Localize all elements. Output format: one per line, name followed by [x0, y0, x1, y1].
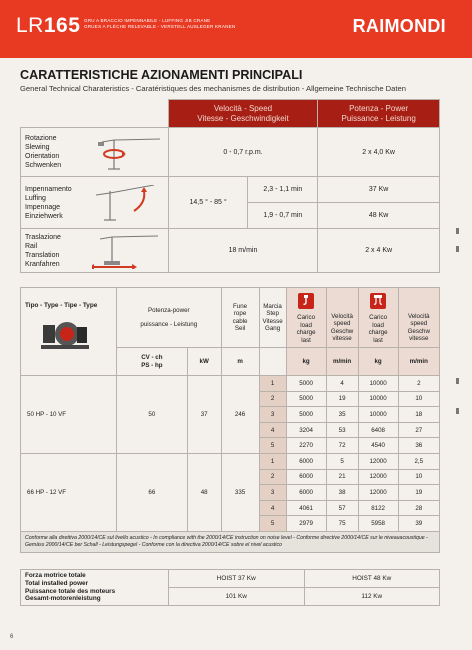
luffing-label: Impennamento Luffing Impennage Einziehwerk: [21, 177, 169, 229]
winch-icon: [41, 317, 89, 351]
load-cell: 2979: [286, 516, 326, 532]
load-cell: 3204: [286, 422, 326, 438]
drives-table: [20, 99, 440, 273]
step-cell: 3: [259, 407, 286, 423]
carico-header-1: Carico load charge last: [286, 288, 326, 348]
carico-header-2: Carico load charge last: [358, 288, 398, 348]
conformity-row: [21, 531, 440, 552]
slewing-power: 2 x 4,0 Kw: [318, 128, 440, 177]
speed-cell: 4: [326, 376, 358, 392]
luffing-power-2: 48 Kw: [318, 203, 440, 229]
speed-cell: 38: [326, 485, 358, 501]
load-cell: 6000: [286, 469, 326, 485]
load-cell: 4061: [286, 500, 326, 516]
step-cell: 5: [259, 438, 286, 454]
step-cell: 2: [259, 469, 286, 485]
cv-header: CV - ch PS - hp: [117, 348, 188, 376]
potenza-header: Potenza-power puissance - Leistung: [117, 288, 222, 348]
mmin-unit-2: m/min: [398, 348, 439, 376]
table-row: [21, 376, 440, 392]
rope-header: Fune rope cable Seil: [221, 288, 259, 348]
marcia-header: Marcia Step Vitesse Gang: [259, 288, 286, 348]
luffing-speed-2: 1,9 - 0,7 min: [248, 203, 318, 229]
cv-cell: 66: [117, 453, 188, 531]
load-cell: 10000: [358, 391, 398, 407]
load-cell: 5000: [286, 391, 326, 407]
luffing-angle: 14,5 ° - 85 °: [168, 177, 248, 229]
rope-cell: 335: [221, 453, 259, 531]
slewing-speed: 0 - 0,7 r.p.m.: [168, 128, 318, 177]
cv-cell: 50: [117, 376, 188, 454]
table-row: [21, 453, 440, 469]
total-power-table: [20, 569, 440, 606]
model-name: LR165: [16, 14, 81, 37]
step-cell: 3: [259, 485, 286, 501]
speed-cell: 10: [398, 469, 439, 485]
travel-crane-icon: [92, 233, 164, 269]
rope-unit: m: [221, 348, 259, 376]
speed-cell: 57: [326, 500, 358, 516]
header-blank: [21, 100, 169, 128]
total-power-label: Forza motrice totale Total installed power Puissance totale des moteurs Gesamt-motorenleistung: [21, 570, 169, 606]
step-cell: 1: [259, 453, 286, 469]
mmin-unit-1: m/min: [326, 348, 358, 376]
single-hook-icon: [298, 293, 314, 309]
load-cell: 8122: [358, 500, 398, 516]
subtitle-line: GRUES A FLÈCHE RELEVABLE - VERSTELL AUSLEGER KRANEN: [84, 24, 236, 29]
double-hook-icon: [370, 293, 386, 309]
hoist-37-total: 101 Kw: [169, 588, 305, 606]
speed-cell: 35: [326, 407, 358, 423]
section-subtitle: General Technical Charateristics - Caratéristiques des mechanismes de distribution - Allgemeine Technische Daten: [20, 84, 406, 93]
load-cell: 5000: [286, 407, 326, 423]
travel-speed: 18 m/min: [168, 229, 318, 273]
rope-cell: 246: [221, 376, 259, 454]
conformity-note: Conforme alla direttiva 2000/14/CE sul livello acustico - In compliance with the 2000/14/CE instruction on noise level - Conforme directive 2000/14/CE sur le niveauacoustique - Gemäss 2000/14/CE ber Schall - Leistungspegel - Conforme con la directiva 2000/14/CE sobre el nivel acustico: [21, 531, 440, 552]
speed-cell: 21: [326, 469, 358, 485]
speed-cell: 27: [398, 422, 439, 438]
speed-cell: 2: [398, 376, 439, 392]
model-cell: 50 HP - 10 VF: [21, 376, 117, 454]
load-cell: 2270: [286, 438, 326, 454]
kw-cell: 48: [187, 453, 221, 531]
travel-label: Traslazione Rail Translation Kranfahren: [21, 229, 169, 273]
binder-marks: [456, 228, 464, 428]
load-cell: 6408: [358, 422, 398, 438]
step-cell: 4: [259, 422, 286, 438]
page-number: 6: [10, 634, 14, 640]
section-title: CARATTERISTICHE AZIONAMENTI PRINCIPALI: [20, 68, 303, 82]
speed-cell: 19: [398, 485, 439, 501]
slewing-label: Rotazione Slewing Orientation Schwenken: [21, 128, 169, 177]
hoist-37-head: HOIST 37 Kw: [169, 570, 305, 588]
load-cell: 6000: [286, 485, 326, 501]
step-cell: 4: [259, 500, 286, 516]
speed-cell: 18: [398, 407, 439, 423]
header-bar: [0, 0, 472, 58]
hoist-48-head: HOIST 48 Kw: [304, 570, 440, 588]
hoist-48-total: 112 Kw: [304, 588, 440, 606]
kg-unit-2: kg: [358, 348, 398, 376]
speed-cell: 19: [326, 391, 358, 407]
speed-cell: 39: [398, 516, 439, 532]
speed-cell: 28: [398, 500, 439, 516]
load-cell: 12000: [358, 469, 398, 485]
kw-header: kW: [187, 348, 221, 376]
velocita-header-2: Velocità speed Geschw vitesse: [398, 288, 439, 348]
load-cell: 5958: [358, 516, 398, 532]
load-cell: 10000: [358, 376, 398, 392]
load-cell: 12000: [358, 485, 398, 501]
load-cell: 5000: [286, 376, 326, 392]
subtitle-line: GRU A BRACCIO IMPENNABILE - LUFFING JIB CRANE: [84, 18, 211, 23]
luffing-crane-icon: [92, 185, 164, 221]
power-header: Potenza - Power Puissance - Leistung: [318, 100, 440, 128]
load-cell: 10000: [358, 407, 398, 423]
speed-cell: 36: [398, 438, 439, 454]
speed-cell: 53: [326, 422, 358, 438]
speed-cell: 75: [326, 516, 358, 532]
velocita-header-1: Velocità speed Geschw vitesse: [326, 288, 358, 348]
speed-cell: 5: [326, 453, 358, 469]
load-cell: 12000: [358, 453, 398, 469]
step-cell: 1: [259, 376, 286, 392]
kw-cell: 37: [187, 376, 221, 454]
model-cell: 66 HP - 12 VF: [21, 453, 117, 531]
speed-cell: 2,5: [398, 453, 439, 469]
tipo-header: Tipo - Type - Tipe - Type: [21, 288, 117, 376]
brand-logo: RAIMONDI: [352, 16, 446, 36]
slewing-crane-icon: [92, 136, 164, 170]
speed-header: Velocità - Speed Vitesse - Geschwindigkeit: [168, 100, 318, 128]
travel-power: 2 x 4 Kw: [318, 229, 440, 273]
marcia-unit-blank: [259, 348, 286, 376]
step-cell: 5: [259, 516, 286, 532]
step-cell: 2: [259, 391, 286, 407]
kg-unit-1: kg: [286, 348, 326, 376]
luffing-power-1: 37 Kw: [318, 177, 440, 203]
load-cell: 4540: [358, 438, 398, 454]
luffing-speed-1: 2,3 - 1,1 min: [248, 177, 318, 203]
load-cell: 6000: [286, 453, 326, 469]
speed-cell: 10: [398, 391, 439, 407]
hoist-table: [20, 287, 440, 553]
speed-cell: 72: [326, 438, 358, 454]
model-subtitle: [84, 18, 235, 30]
